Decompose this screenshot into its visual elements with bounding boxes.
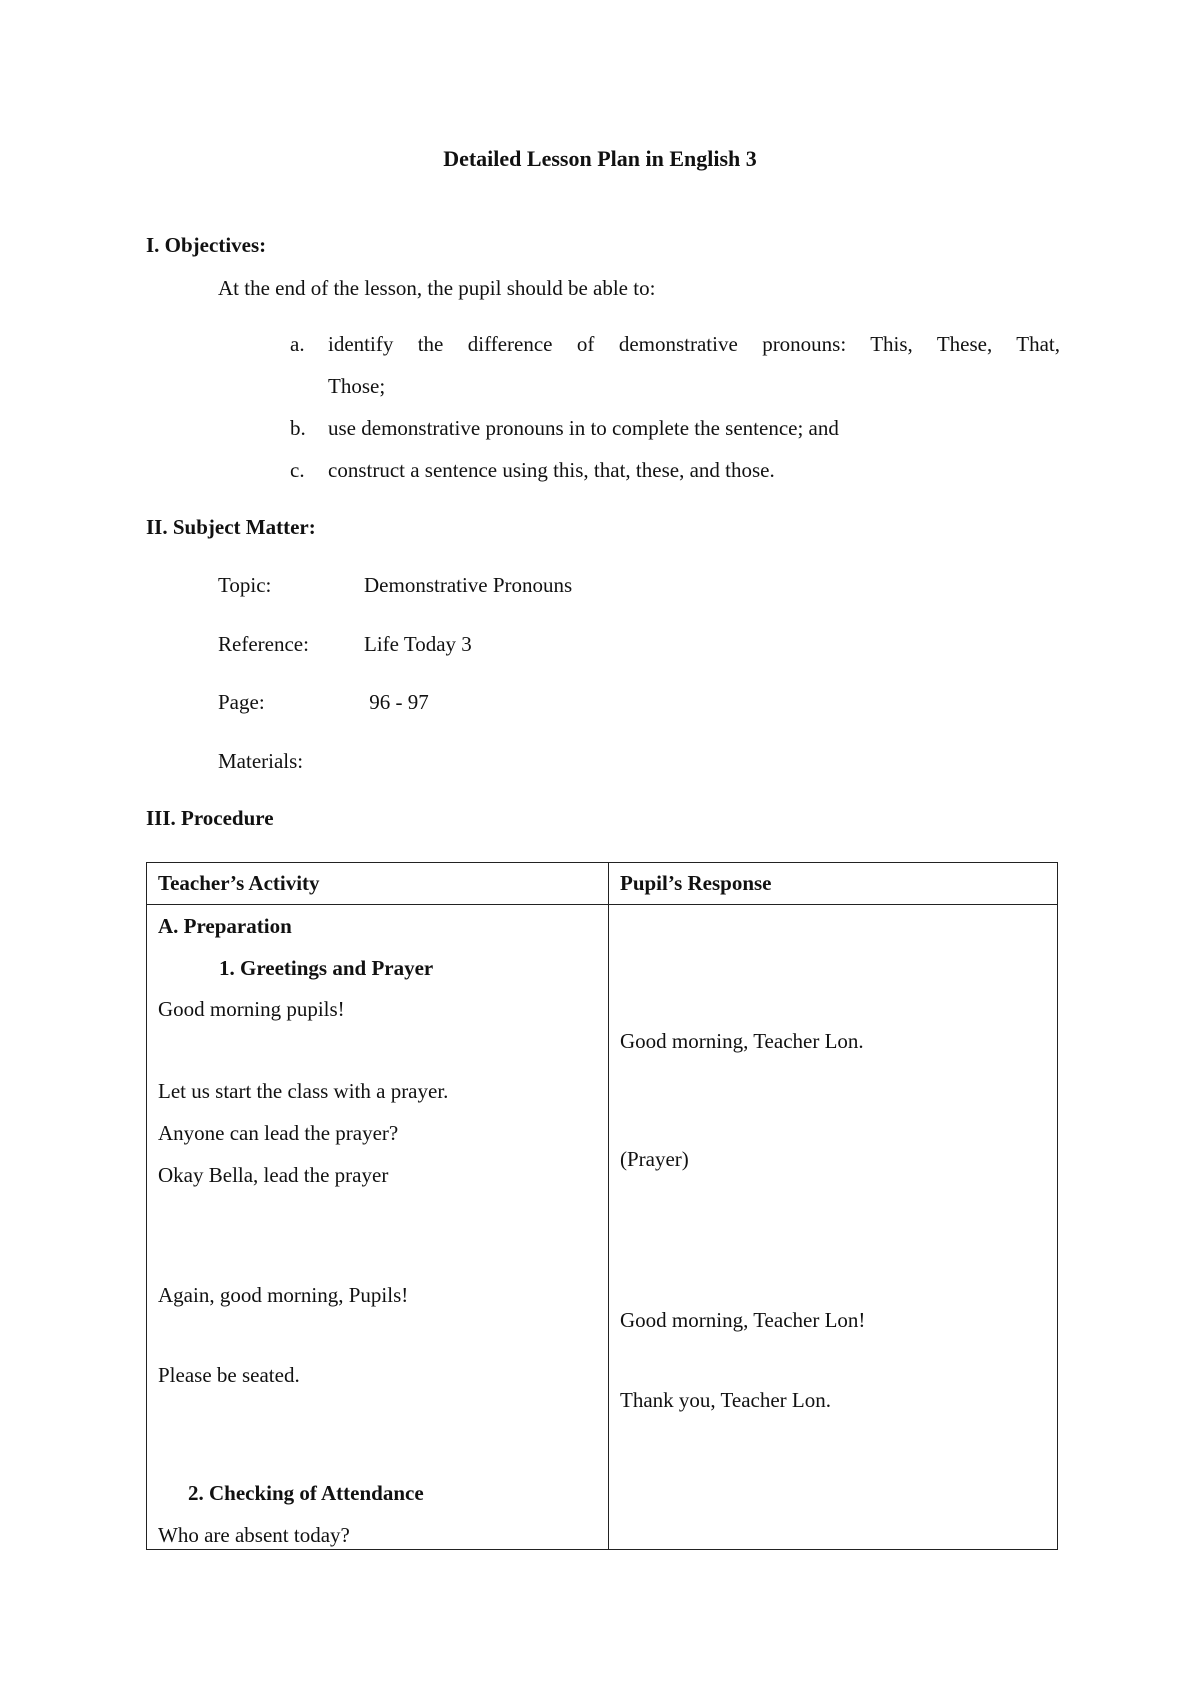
page-value: 96 - 97: [364, 690, 429, 714]
objective-item-c: [290, 458, 775, 483]
pupil-response: Good morning, Teacher Lon!: [620, 1308, 866, 1332]
objective-text: construct a sentence using this, that, these, and those.: [328, 458, 775, 482]
table-header-divider: [147, 904, 1057, 905]
procedure-table: [146, 862, 1058, 1550]
reference-label: Reference:: [218, 632, 309, 656]
teacher-line: Again, good morning, Pupils!: [158, 1283, 409, 1307]
objectives-intro: At the end of the lesson, the pupil should be able to:: [218, 276, 656, 300]
objective-item-a: [290, 332, 1060, 357]
table-column-divider: [608, 863, 609, 1549]
column-header-teacher: Teacher’s Activity: [158, 871, 320, 895]
page-label: Page:: [218, 690, 265, 714]
objective-label: b.: [290, 416, 306, 440]
greetings-heading: 1. Greetings and Prayer: [219, 956, 434, 980]
objective-item-a-continued: Those;: [328, 374, 386, 398]
teacher-line: Who are absent today?: [158, 1523, 350, 1547]
pupil-response: Thank you, Teacher Lon.: [620, 1388, 831, 1412]
pupil-response: (Prayer): [620, 1147, 689, 1171]
topic-label: Topic:: [218, 573, 272, 597]
attendance-heading: 2. Checking of Attendance: [188, 1481, 424, 1505]
objective-label: a.: [290, 332, 305, 356]
objectives-heading: I. Objectives:: [146, 233, 267, 257]
topic-value: Demonstrative Pronouns: [364, 573, 573, 597]
reference-value: Life Today 3: [364, 632, 472, 656]
teacher-line: Please be seated.: [158, 1363, 300, 1387]
document-title: Detailed Lesson Plan in English 3: [443, 146, 757, 171]
column-header-pupil: Pupil’s Response: [620, 871, 772, 895]
teacher-line: Let us start the class with a prayer.: [158, 1079, 449, 1103]
teacher-line: Okay Bella, lead the prayer: [158, 1163, 389, 1187]
objective-text: identify the difference of demonstrative pronouns: This, These, That,: [328, 332, 1060, 356]
preparation-heading: A. Preparation: [158, 914, 292, 938]
pupil-response: Good morning, Teacher Lon.: [620, 1029, 864, 1053]
procedure-heading: III. Procedure: [146, 806, 274, 830]
objective-text: use demonstrative pronouns in to complete the sentence; and: [328, 416, 839, 440]
teacher-line: Good morning pupils!: [158, 997, 345, 1021]
subject-matter-heading: II. Subject Matter:: [146, 515, 316, 539]
teacher-line: Anyone can lead the prayer?: [158, 1121, 399, 1145]
materials-label: Materials:: [218, 749, 304, 773]
objective-label: c.: [290, 458, 305, 482]
objective-item-b: [290, 416, 839, 441]
